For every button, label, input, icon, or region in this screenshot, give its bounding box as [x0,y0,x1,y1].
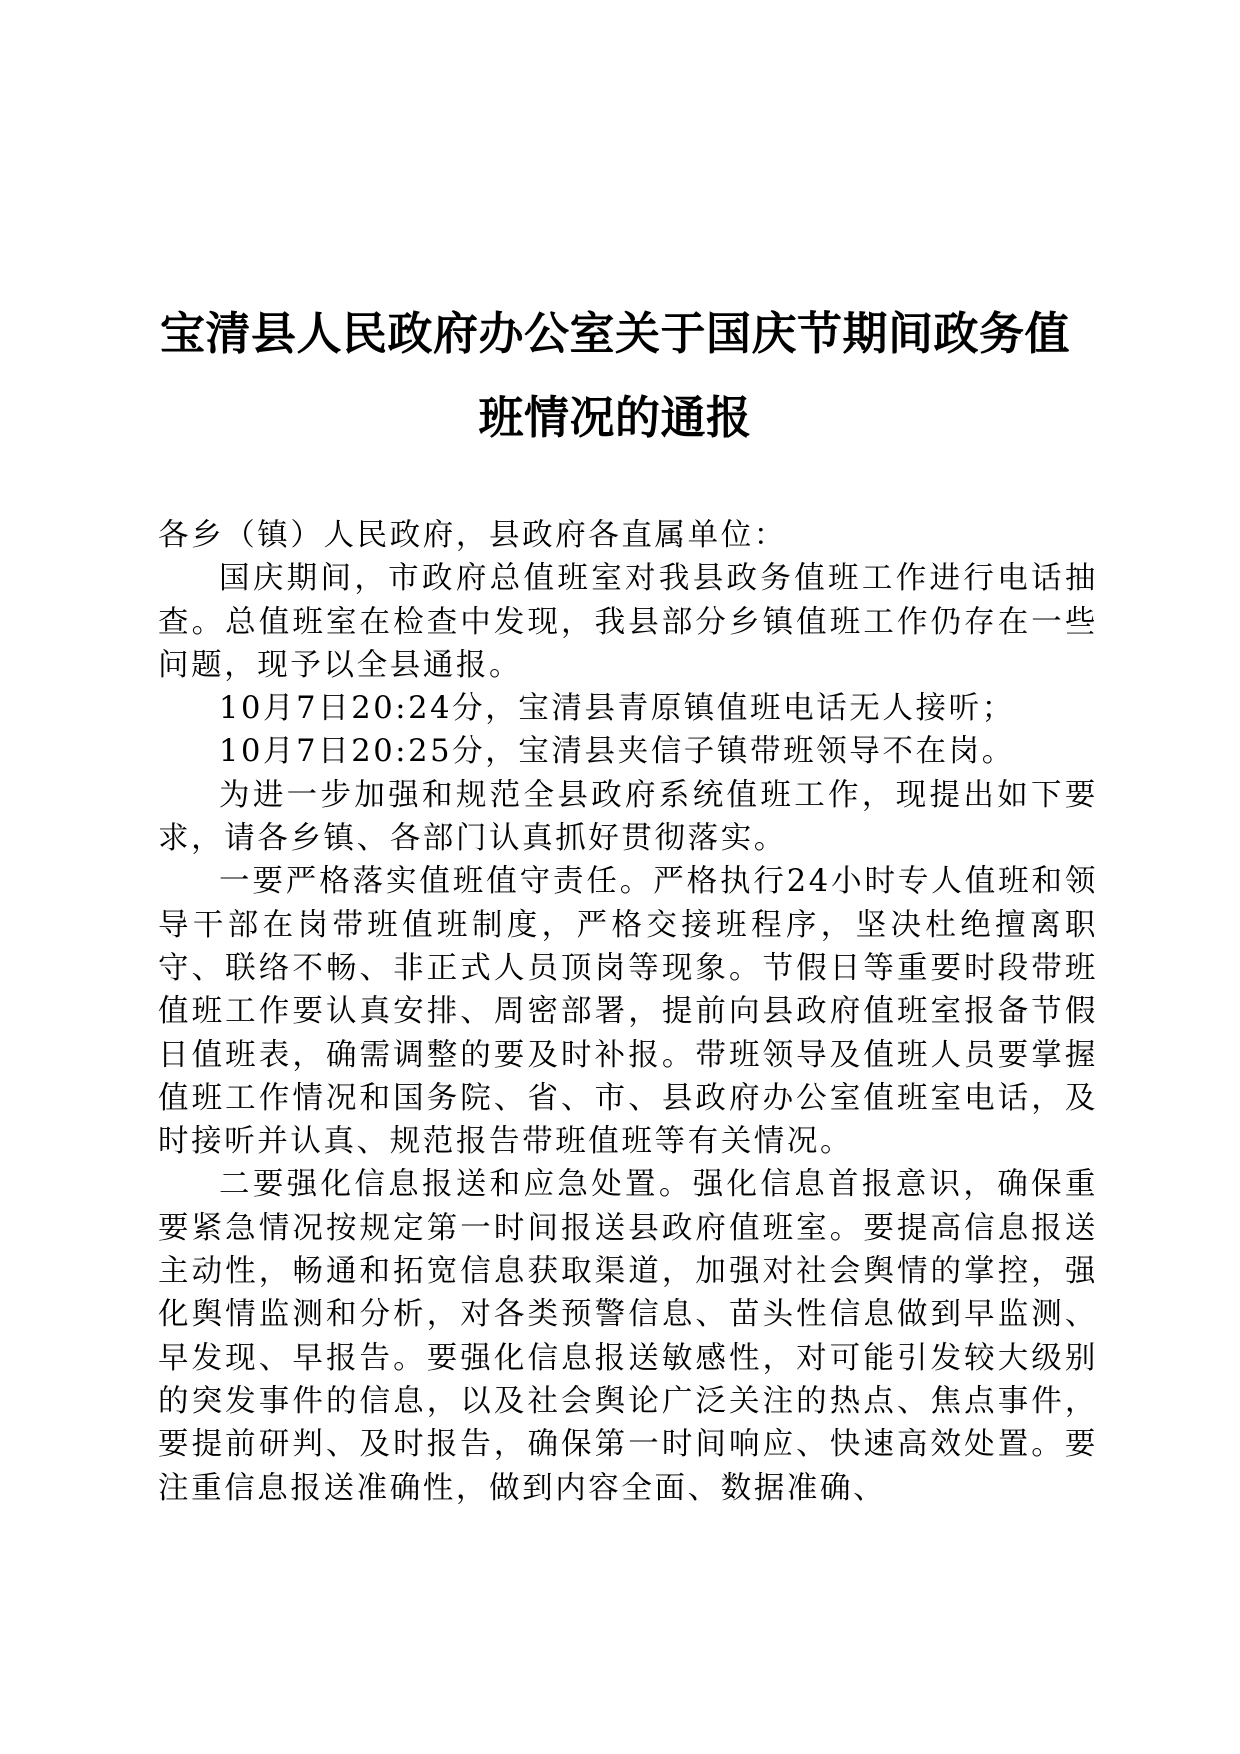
document-title: 宝清县人民政府办公室关于国庆节期间政务值班情况的通报 [159,307,1070,444]
paragraph-requirements-intro: 为进一步加强和规范全县政府系统值班工作，现提出如下要求，请各乡镇、各部门认真抓好贯彻落实。 [158,777,1098,857]
paragraph-requirement-1: 一要严格落实值班值守责任。严格执行24小时专人值班和领导干部在岗带班值班制度，严格交接班程序，坚决杜绝擅离职守、联络不畅、非正式人员顶岗等现象。节假日等重要时段带班值班工作要认真安排、周密部署，提前向县政府值班室报备节假日值班表，确需调整的要及时补报。带班领导及值班人员要掌握值班工作情况和国务院、省、市、县政府办公室值班室电话，及时接听并认真、规范报告带班值班等有关情况。 [158,864,1098,1160]
document-body [158,514,1098,1510]
paragraph-finding-2: 10月7日20:25分，宝清县夹信子镇带班领导不在岗。 [219,734,1015,770]
paragraph-requirement-2: 二要强化信息报送和应急处置。强化信息首报意识，确保重要紧急情况按规定第一时间报送县政府值班室。要提高信息报送主动性，畅通和拓宽信息获取渠道，加强对社会舆情的掌控，强化舆情监测和分析，对各类预警信息、苗头性信息做到早监测、早发现、早报告。要强化信息报送敏感性，对可能引发较大级别的突发事件的信息，以及社会舆论广泛关注的热点、焦点事件，要提前研判、及时报告，确保第一时间响应、快速高效处置。要注重信息报送准确性，做到内容全面、数据准确、 [158,1167,1098,1506]
paragraph-finding-1: 10月7日20:24分，宝清县青原镇值班电话无人接听； [219,691,1015,727]
salutation: 各乡（镇）人民政府，县政府各直属单位： [158,518,787,553]
paragraph-intro: 国庆期间，市政府总值班室对我县政务值班工作进行电话抽查。总值班室在检查中发现，我县部分乡镇值班工作仍存在一些问题，现予以全县通报。 [158,561,1098,683]
